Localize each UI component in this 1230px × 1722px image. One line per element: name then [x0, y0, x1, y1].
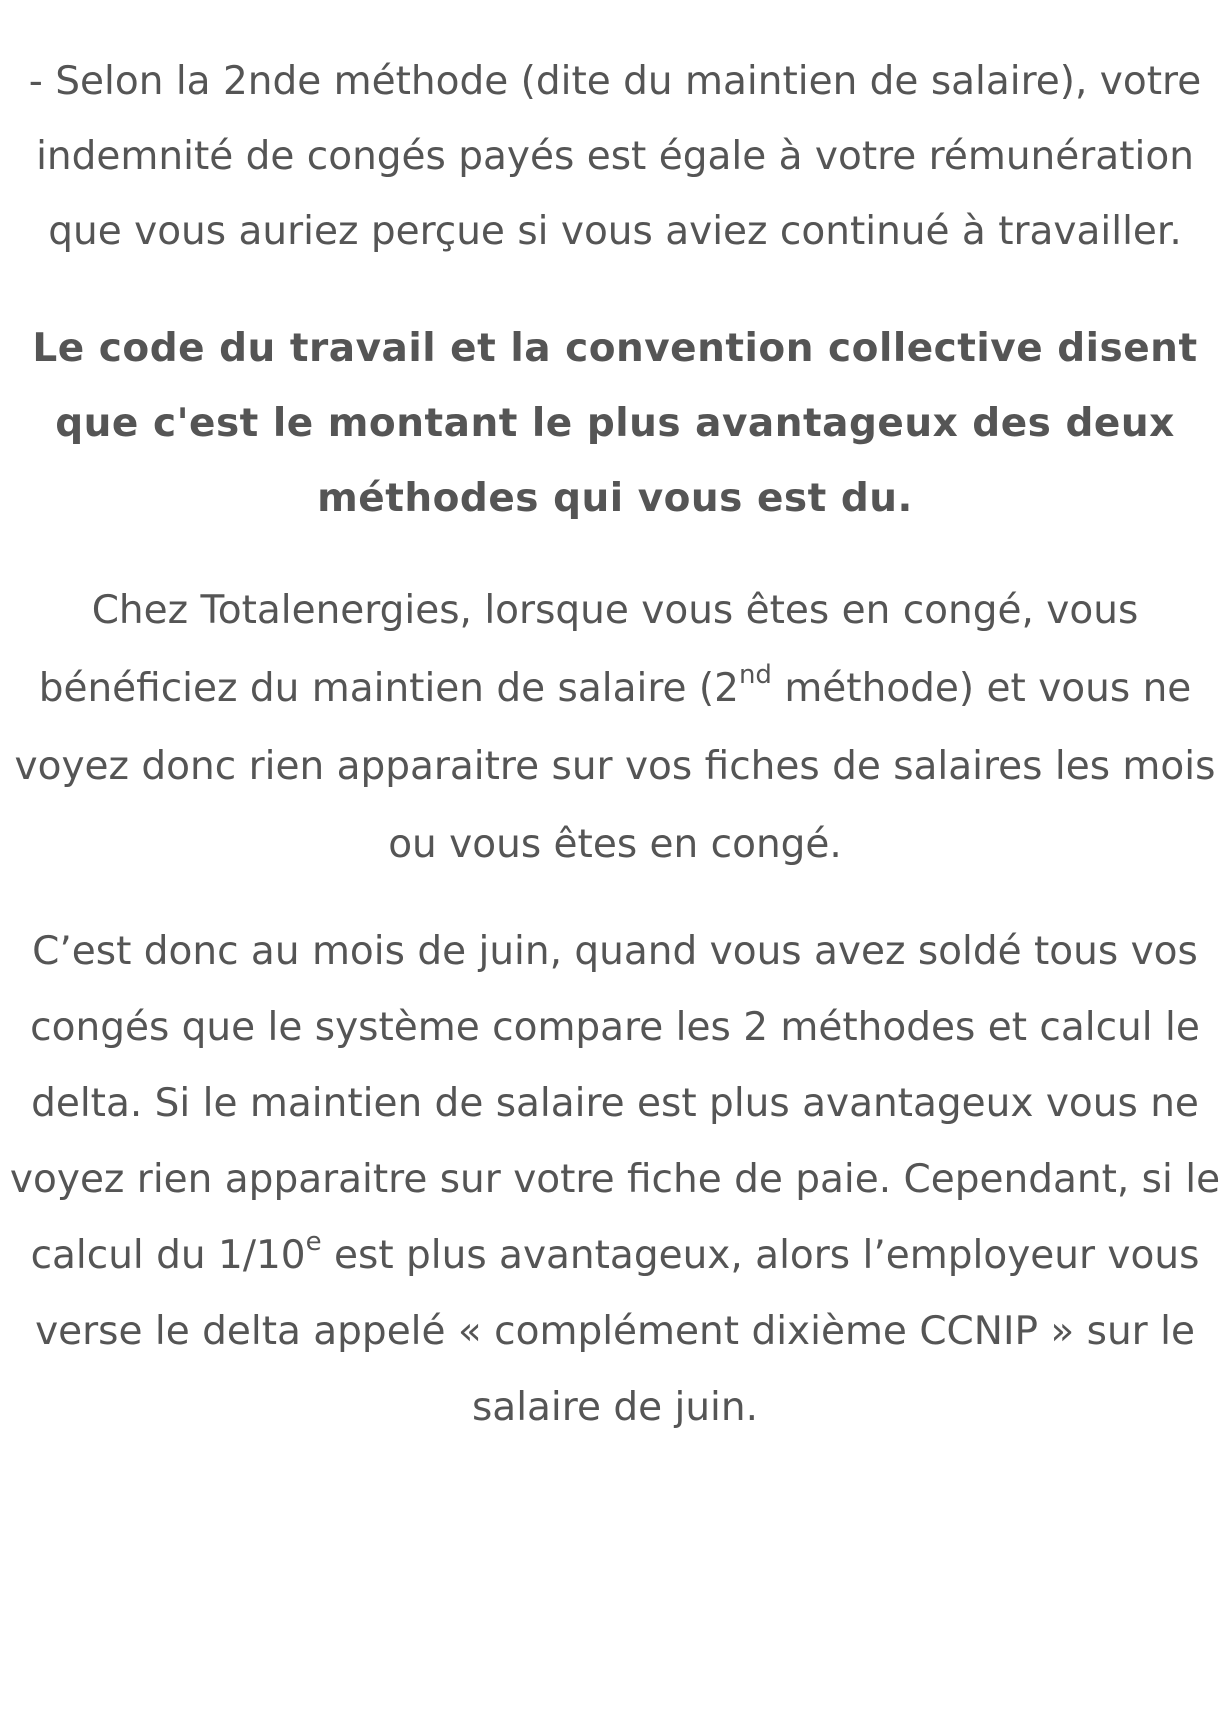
paragraph-text: Chez Totalenergies, lorsque vous êtes en congé, vous bénéficiez du maintien de salaire (2 [38, 588, 1139, 711]
paragraph-text: méthode) et vous ne voyez donc rien apparaitre sur vos fiches de salaires les mois ou vous êtes en congé. [14, 666, 1216, 867]
document-body [0, 44, 1230, 1446]
paragraph-text: C’est donc au mois de juin, quand vous avez soldé tous vos congés que le système compare les 2 méthodes et calcul le delta. Si le maintien de salaire est plus avantageux vous ne voyez rien apparaitre sur votre fiche de paie. Cependant, si le calcul du 1/10 [9, 929, 1221, 1278]
paragraph-text: - Selon la 2nde méthode (dite du maintien de salaire), votre indemnité de congés payés est égale à votre rémunération que vous auriez perçue si vous aviez continué à travailler. [28, 59, 1202, 254]
paragraph-salary-maintenance-method [0, 44, 1230, 269]
paragraph-text: Le code du travail et la convention collective disent que c'est le montant le plus avantageux des deux méthodes qui vous est du. [32, 326, 1198, 521]
paragraph-spacer [0, 269, 1230, 311]
paragraph-text: est plus avantageux, alors l’employeur vous verse le delta appelé « complément dixième CCNIP » sur le salaire de juin. [35, 1233, 1200, 1430]
paragraph-labor-code [0, 311, 1230, 536]
paragraph-spacer [0, 536, 1230, 572]
superscript-text: e [305, 1227, 322, 1257]
paragraph-totalenergies [0, 572, 1230, 884]
paragraph-spacer [0, 884, 1230, 914]
superscript-text: nd [738, 660, 772, 690]
paragraph-june-comparison [0, 914, 1230, 1446]
